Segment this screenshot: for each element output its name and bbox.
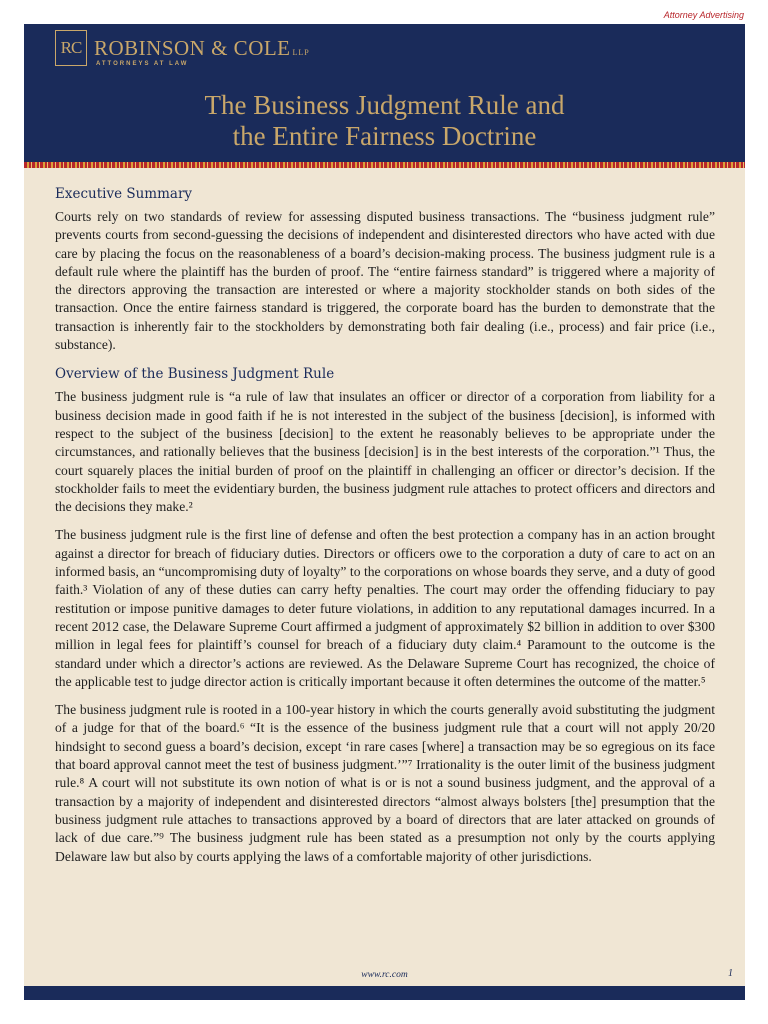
firm-suffix: LLP [292,48,310,57]
firm-name [94,36,310,61]
firm-logo-mark: RC [55,30,87,66]
firm-tagline: ATTORNEYS AT LAW [96,61,189,67]
footer-url: www.rc.com [361,970,408,980]
document-page [24,24,745,1000]
document-title [24,90,745,152]
document-title-line-2: the Entire Fairness Doctrine [232,121,537,151]
page-number: 1 [728,968,733,979]
paragraph: The business judgment rule is the first line of defense and often the best protection a company has in an action brought against a director for breach of fiduciary duties. Directors or officers owe to the corporation a duty of care to act on an informed basis, an “uncompromising duty of loyalty” to the corporations on whose boards they serve, and a duty of good faith.³ Violation of any of these duties can carry hefty penalties. The court may order the offending fiduciary to pay restitution or impose punitive damages to deter future violations, in addition to any reputational damages incurred. In a recent 2012 case, the Delaware Supreme Court affirmed a judgment of approximately $2 billion in addition to over $300 million in legal fees for plaintiff’s counsel for breach of a fiduciary duty claim.⁴ Paramount to the outcome is the standard under which a director’s actions are reviewed. As the Delaware Supreme Court has recognized, the choice of the applicable test to judge director action is critically important because it often determines the outcome of the matter.⁵ [55,527,715,689]
section-overview-business-judgment-rule [55,364,715,865]
footer-bar [24,986,745,1000]
header-banner [24,24,745,162]
document-body [55,184,715,876]
paragraph: Courts rely on two standards of review for assessing disputed business transactions. The “business judgment rule” prevents courts from second-guessing the decisions of independent and disinterested directors who have acted with due care by placing the focus on the reasonableness of a board’s decision-making process. The business judgment rule is a default rule where the plaintiff has the burden of proof. The “entire fairness standard” is triggered where a majority of the directors approving the transaction are interested or where a majority stockholder stands on both sides of the transaction. Once the entire fairness standard is triggered, the corporate board has the burden to demonstrate that the transaction is inherently fair to the stockholders by demonstrating both fair dealing (i.e., process) and fair price (i.e., substance). [55,209,715,353]
firm-name-text: ROBINSON & COLE [94,36,291,60]
decorative-stripe [24,162,745,168]
document-title-line-1: The Business Judgment Rule and [204,90,565,120]
paragraph: The business judgment rule is “a rule of law that insulates an officer or director of a corporation from liability for a business decision made in good faith if he is not interested in the subject of the business [decision], is informed with respect to the subject of the business [decision] to the extent he reasonably believes to be appropriate under the circumstances, and rationally believes that the business [decision] is in the best interests of the corporation.”¹ Thus, the court squarely places the initial burden of proof on the plaintiff in challenging an officer or director’s decision. If the stockholder fails to meet the evidentiary burden, the business judgment rule attaches to protect officers and directors and the decisions they make.² [55,389,715,515]
section-heading: Overview of the Business Judgment Rule [55,366,335,383]
section-executive-summary [55,184,715,354]
paragraph: The business judgment rule is rooted in a 100-year history in which the courts generally avoid substituting the judgment of a judge for that of the board.⁶ “It is the essence of the business judgment rule that a court will not apply 20/20 hindsight to second guess a board’s decision, except ‘in rare cases [where] a transaction may be so egregious on its face that board approval cannot meet the test of business judgment.’”⁷ Irrationality is the outer limit of the business judgment rule.⁸ A court will not substitute its own notion of what is or is not a sound business judgment, and the approval of a transaction by a majority of independent and disinterested directors “almost always bolsters [the] presumption that the business judgment rule attaches to transactions approved by a board of directors that are later attacked on grounds of lack of due care.”⁹ The business judgment rule has been stated as a presumption not only by the courts applying Delaware law but also by courts applying the laws of a comfortable majority of other jurisdictions. [55,702,715,864]
section-heading: Executive Summary [55,186,193,202]
attorney-advertising-label: Attorney Advertising [663,10,744,20]
